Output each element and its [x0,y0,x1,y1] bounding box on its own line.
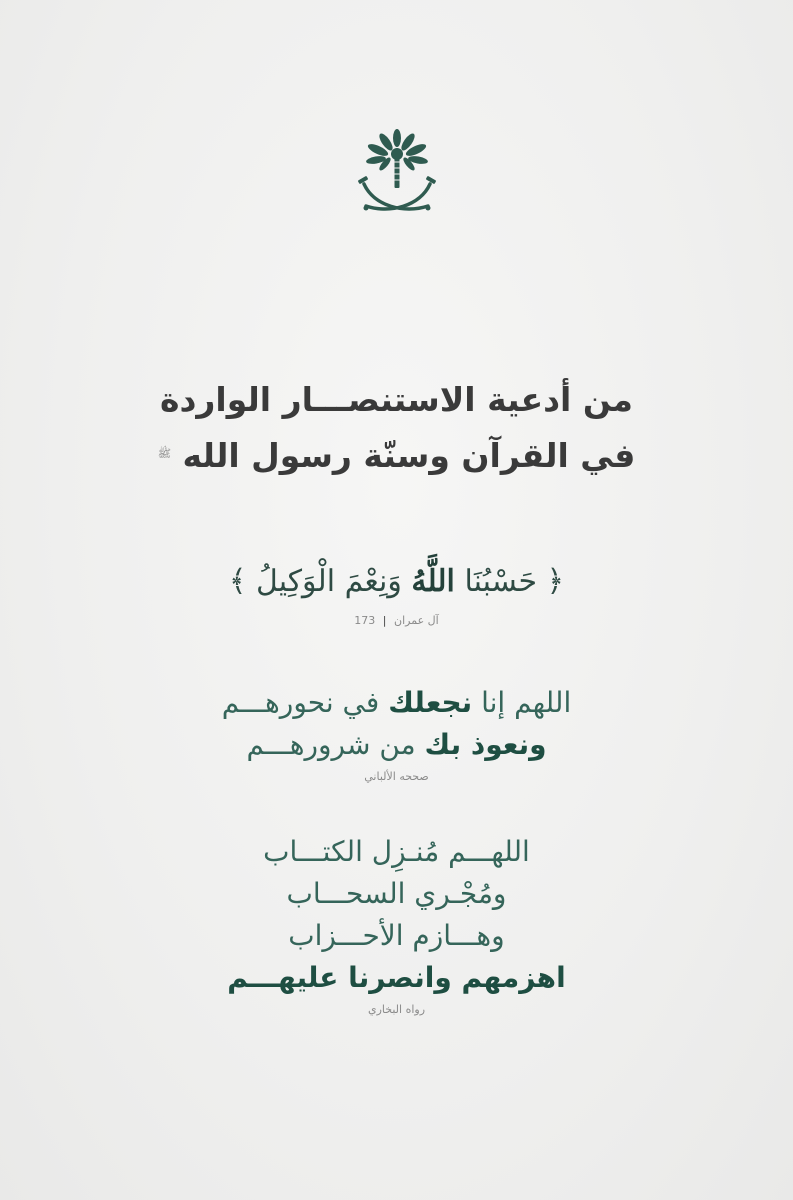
heading-line-2 [0,436,793,475]
heading-line-1: من أدعية الاستنصـــار الواردة [159,380,633,419]
quran-verse [0,564,793,599]
dua-2-source: رواه البخاري [367,1003,426,1016]
verse-ayah: 173 [354,614,376,627]
dua-2-line-4: اهزمهم وانصرنا عليهـــم [227,961,566,994]
dua-1 [0,686,793,770]
dua-1-source: صححه الألباني [364,770,429,783]
dua-2-line-1: اللهـــم مُنـزِل الكتـــاب [263,835,530,868]
dua-1-line-2 [0,728,793,770]
verse-part-2: وَنِعْمَ الْوَكِيلُ [256,564,402,599]
palm-swords-emblem-icon [352,128,442,228]
heading-line-2-text: في القرآن وسنّة رسول الله [182,436,636,475]
verse-close-bracket: ﴾ [228,564,247,599]
honorific: ﷺ [157,447,171,460]
dua-2-line-2: ومُجْـري السحـــاب [286,877,507,910]
verse-open-bracket: ﴿ [546,564,565,599]
dua-1-line-1 [0,686,793,728]
verse-separator: | [382,614,387,627]
verse-part-1: حَسْبُنَا [464,564,537,599]
dua-2 [0,835,793,1003]
verse-reference [0,614,793,627]
dua-1-line-2-a: ونعوذ بك [424,728,547,761]
dua-2-line-3: وهـــازم الأحـــزاب [288,919,505,952]
dua-1-line-1-c: في نحورهـــم [221,686,380,719]
dua-1-line-1-b: نجعلك [388,686,473,719]
verse-surah: آل عمران [394,614,439,627]
dua-1-line-1-a: اللهم إنا [481,686,572,719]
verse-allah: اللَّهُ [411,564,455,599]
dua-1-line-2-b: من شرورهـــم [246,728,416,761]
